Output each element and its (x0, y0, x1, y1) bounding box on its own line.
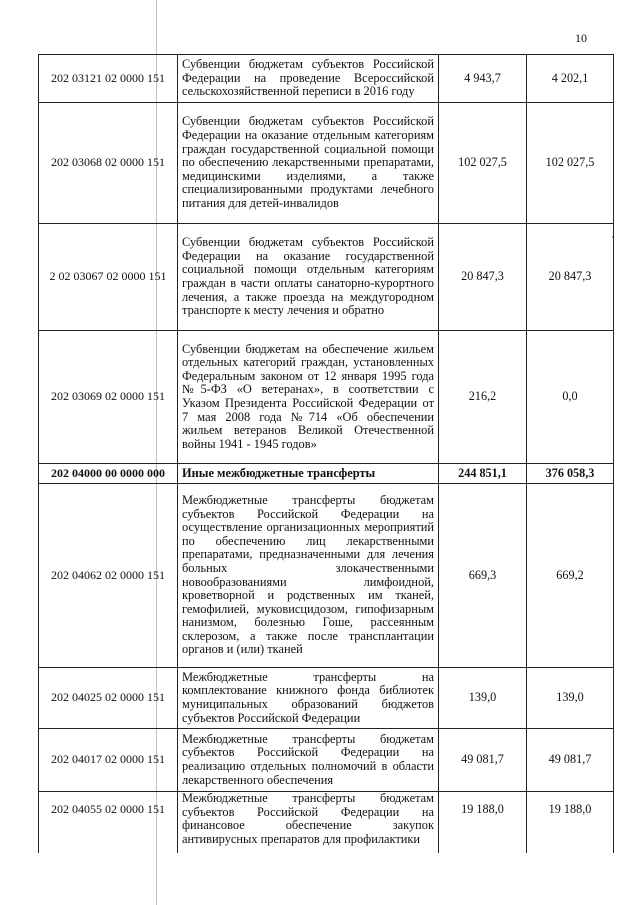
amount-cell-1: 244 851,1 (439, 464, 527, 484)
page-number: 10 (575, 31, 587, 45)
amount-cell-2: 4 202,1 (527, 55, 614, 103)
budget-code-cell: 202 04000 00 0000 000 (39, 464, 178, 484)
table-row (39, 668, 614, 729)
amount-cell-1: 49 081,7 (439, 729, 527, 792)
amount-cell-2: 376 058,3 (527, 464, 614, 484)
budget-code-cell: 202 04017 02 0000 151 (39, 729, 178, 792)
description-cell: Субвенции бюджетам субъектов Российской Федерации на проведение Всероссийской сельскохозяйственной переписи в 2016 году (178, 55, 439, 103)
amount-cell-2: 0,0 (527, 331, 614, 464)
table-row (39, 484, 614, 668)
budget-code-cell: 202 03121 02 0000 151 (39, 55, 178, 103)
budget-code-cell: 202 04025 02 0000 151 (39, 668, 178, 729)
amount-cell-1: 4 943,7 (439, 55, 527, 103)
table-row (39, 103, 614, 224)
amount-cell-1: 669,3 (439, 484, 527, 668)
description-cell: Межбюджетные трансферты бюджетам субъектов Российской Федерации на реализацию отдельных полномочий в области лекарственного обеспечения (178, 729, 439, 792)
amount-cell-1: 20 847,3 (439, 224, 527, 331)
table-row (39, 331, 614, 464)
amount-cell-1: 102 027,5 (439, 103, 527, 224)
description-cell: Субвенции бюджетам на обеспечение жильем отдельных категорий граждан, установленных Федеральным законом от 12 января 1995 года №5-ФЗ «О ветеранах», в соответствии с Указом Президента Российской Федерации от 7 мая 2008 года №714 «Об обеспечении жильем ветеранов Великой Отечественной войны 1941 - 1945 годов» (178, 331, 439, 464)
table-row (39, 729, 614, 792)
table-row (39, 224, 614, 331)
amount-cell-1: 19 188,0 (439, 792, 527, 853)
budget-code-cell: 202 04055 02 0000 151 (39, 792, 178, 853)
description-cell: Межбюджетные трансферты бюджетам субъектов Российской Федерации на финансовое обеспечение закупок антивирусных препаратов для профилактики (178, 792, 439, 853)
table-row (39, 55, 614, 103)
budget-code-cell: 2 02 03067 02 0000 151 (39, 224, 178, 331)
budget-code-cell: 202 03069 02 0000 151 (39, 331, 178, 464)
description-cell: Субвенции бюджетам субъектов Российской Федерации на оказание государственной социальной помощи отдельным категориям граждан в части оплаты санаторно-курортного лечения, а также проезда на междугородном транспорте к месту лечения и обратно (178, 224, 439, 331)
table-row-total (39, 464, 614, 484)
amount-cell-2: 102 027,5 (527, 103, 614, 224)
amount-cell-1: 216,2 (439, 331, 527, 464)
description-cell: Межбюджетные трансферты бюджетам субъектов Российской Федерации на осуществление организационных мероприятий по обеспечению лиц лекарственными препаратами, предназначенными для лечения больных злокачественными новообразованиями лимфоидной, кроветворной и родственных им тканей, гемофилией, муковисцидозом, гипофизарным нанизмом, болезнью Гоше, рассеянным склерозом, а также после трансплантации органов и (или) тканей (178, 484, 439, 668)
budget-table (38, 54, 614, 853)
amount-cell-1: 139,0 (439, 668, 527, 729)
description-cell: Иные межбюджетные трансферты (178, 464, 439, 484)
table-row (39, 792, 614, 853)
amount-cell-2: 20 847,3 (527, 224, 614, 331)
budget-code-cell: 202 03068 02 0000 151 (39, 103, 178, 224)
description-cell: Субвенции бюджетам субъектов Российской Федерации на оказание отдельным категориям граждан государственной социальной помощи по обеспечению лекарственными препаратами, медицинскими изделиями, а также специализированными продуктами лечебного питания для детей-инвалидов (178, 103, 439, 224)
amount-cell-2: 669,2 (527, 484, 614, 668)
description-cell: Межбюджетные трансферты на комплектование книжного фонда библиотек муниципальных образований бюджетов субъектов Российской Федерации (178, 668, 439, 729)
budget-code-cell: 202 04062 02 0000 151 (39, 484, 178, 668)
amount-cell-2: 49 081,7 (527, 729, 614, 792)
amount-cell-2: 19 188,0 (527, 792, 614, 853)
amount-cell-2: 139,0 (527, 668, 614, 729)
